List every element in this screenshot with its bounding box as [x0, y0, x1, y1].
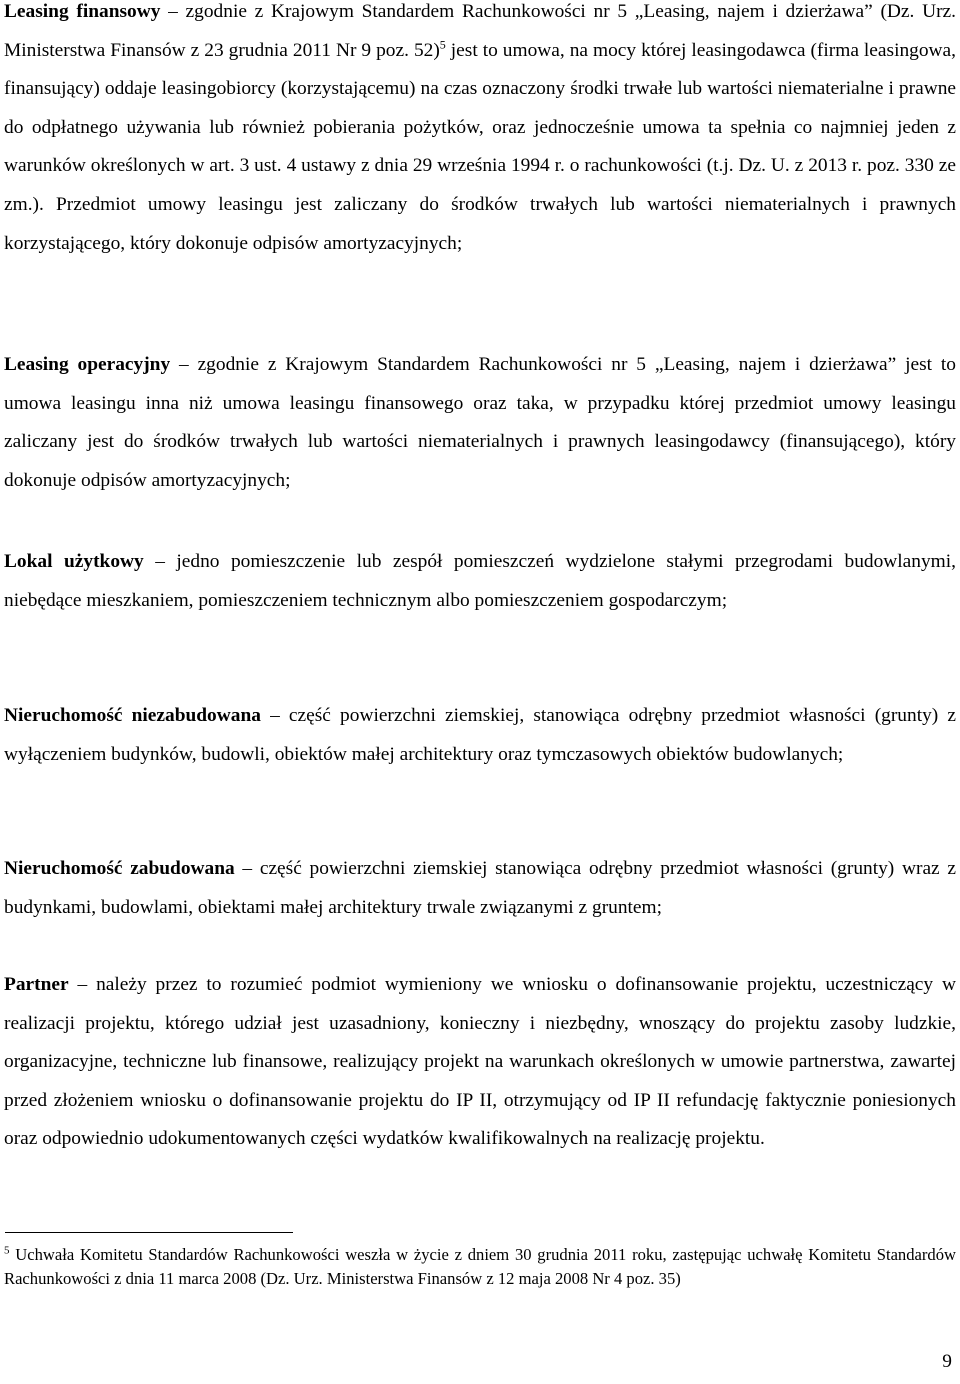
page-number: 9 — [942, 1351, 952, 1372]
footnote-separator — [5, 1232, 293, 1233]
definition-text: – należy przez to rozumieć podmiot wymieniony we wniosku o dofinansowanie projektu, uczestniczący w realizacji projektu, którego udział jest uzasadniony, konieczny i niezbędny, wnoszący do projektu zasoby ludzkie, organizacyjne, techniczne lub finansowe, realizujący projekt na warunkach określonych w umowie partnerstwa, zawartej przed złożeniem wniosku o dofinansowanie projektu do IP II, otrzymujący od IP II refundację faktycznie poniesionych oraz odpowiednio udokumentowanych części wydatków kwalifikowalnych na realizację projektu. — [4, 974, 956, 1150]
definition-text: – część powierzchni ziemskiej, stanowiąca odrębny przedmiot własności (grunty) z wyłączeniem budynków, budowli, obiektów małej architektury oraz tymczasowych obiektów budowlanych; — [4, 705, 956, 765]
footnote-text: Uchwała Komitetu Standardów Rachunkowości weszła w życie z dniem 30 grudnia 2011 roku, zastępując uchwałę Komitetu Standardów Rachunkowości z dnia 11 marca 2008 (Dz. Urz. Ministerstwa Finansów z 12 maja 2008 Nr 4 poz. 35) — [4, 1245, 956, 1289]
term-label: Partner — [4, 974, 69, 995]
definition-leasing-finansowy — [4, 0, 956, 263]
footnote-reference[interactable]: 5 — [439, 37, 446, 52]
definition-lokal-uzytkowy — [4, 543, 956, 620]
definition-text: – jedno pomieszczenie lub zespół pomieszczeń wydzielone stałymi przegrodami budowlanymi, niebędące mieszkaniem, pomieszczeniem technicznym albo pomieszczeniem gospodarczym; — [4, 551, 956, 611]
definition-nieruchomosc-niezabudowana — [4, 697, 956, 774]
definition-text: – część powierzchni ziemskiej stanowiąca odrębny przedmiot własności (grunty) wraz z budynkami, budowlami, obiektami małej architektury trwale związanymi z gruntem; — [4, 858, 956, 918]
definition-leasing-operacyjny — [4, 346, 956, 500]
footnote-number: 5 — [4, 1244, 10, 1257]
definition-nieruchomosc-zabudowana — [4, 850, 956, 927]
term-label: Lokal użytkowy — [4, 551, 144, 572]
term-label: Nieruchomość niezabudowana — [4, 705, 261, 726]
definition-text: – zgodnie z Krajowym Standardem Rachunkowości nr 5 „Leasing, najem i dzierżawa” jest to umowa leasingu inna niż umowa leasingu finansowego oraz taka, w przypadku której przedmiot umowy leasingu zaliczany jest do środków trwałych lub wartości niematerialnych i prawnych leasingodawcy (finansującego), który dokonuje odpisów amortyzacyjnych; — [4, 354, 956, 491]
definition-partner — [4, 966, 956, 1159]
term-label: Leasing operacyjny — [4, 354, 171, 375]
term-label: Leasing finansowy — [4, 1, 161, 22]
term-label: Nieruchomość zabudowana — [4, 858, 235, 879]
definition-text: – zgodnie z Krajowym Standardem Rachunkowości nr 5 „Leasing, najem i dzierżawa” (Dz. Urz. Ministerstwa Finansów z 23 grudnia 2011 Nr 9 poz. 52) — [4, 1, 957, 61]
footnote — [4, 1243, 956, 1292]
definition-text-continued: jest to umowa, na mocy której leasingodawca (firma leasingowa, finansujący) oddaje leasingobiorcy (korzystającemu) na czas oznaczony środki trwałe lub wartości niematerialne i prawne do odpłatnego używania lub również pobierania pożytków, oraz jednocześnie umowa ta spełnia co najmniej jeden z warunków określonych w art. 3 ust. 4 ustawy z dnia 29 września 1994 r. o rachunkowości (t.j. Dz. U. z 2013 r. poz. 330 ze zm.). Przedmiot umowy leasingu jest zaliczany do środków trwałych lub wartości niematerialnych i prawnych korzystającego, który dokonuje odpisów amortyzacyjnych; — [4, 39, 956, 254]
